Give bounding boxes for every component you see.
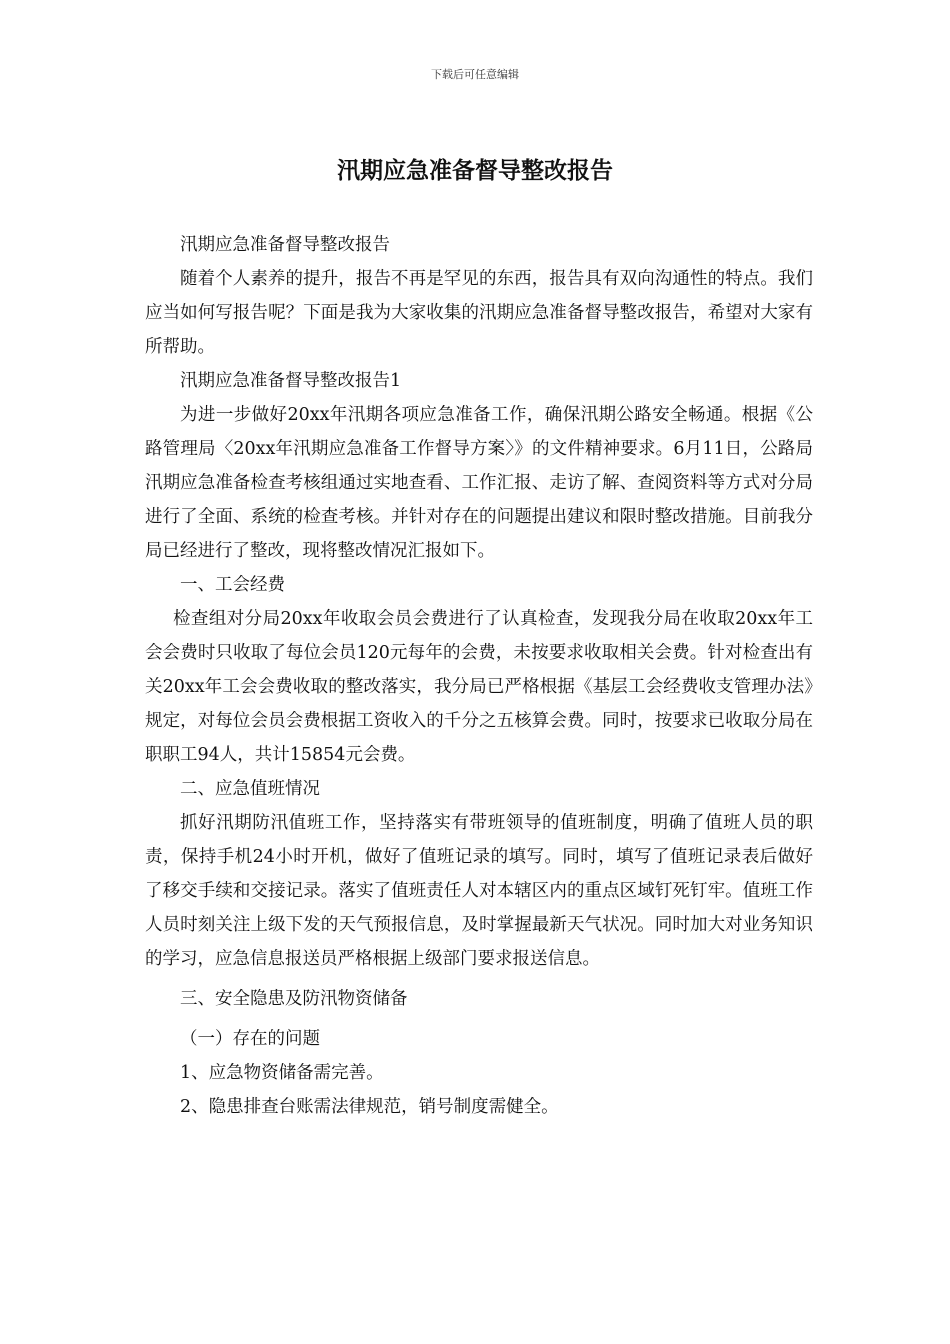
section-heading-union-fees: 一、工会经费 [180, 575, 285, 595]
paragraph-heading: 汛期应急准备督导整改报告 [180, 235, 390, 255]
document-title: 汛期应急准备督导整改报告 [337, 157, 613, 184]
section-heading-safety: 三、安全隐患及防汛物资储备 [180, 989, 408, 1009]
document-body [145, 228, 813, 1124]
paragraph-report-title: 汛期应急准备督导整改报告1 [180, 371, 402, 391]
paragraph-background: 为进一步做好20xx年汛期各项应急准备工作，确保汛期公路安全畅通。根据《公路管理局〈20xx年汛期应急准备工作督导方案〉》的文件精神要求。6月11日，公路局汛期应急准备检查考核组通过实地查看、工作汇报、走访了解、查阅资料等方式对分局进行了全面、系统的检查考核。并针对存在的问题提出建议和限时整改措施。目前我分局已经进行了整改，现将整改情况汇报如下。 [145, 405, 813, 561]
paragraph-duty: 抓好汛期防汛值班工作，坚持落实有带班领导的值班制度，明确了值班人员的职责，保持手机24小时开机，做好了值班记录的填写。同时，填写了值班记录表后做好了移交手续和交接记录。落实了值班责任人对本辖区内的重点区域钉死钉牢。值班工作人员时刻关注上级下发的天气预报信息，及时掌握最新天气状况。同时加大对业务知识的学习，应急信息报送员严格根据上级部门要求报送信息。 [145, 813, 813, 969]
paragraph-union-fees: 检查组对分局20xx年收取会员会费进行了认真检查，发现我分局在收取20xx年工会会费时只收取了每位会员120元每年的会费，未按要求收取相关会费。针对检查出有关20xx年工会会费收取的整改落实，我分局已严格根据《基层工会经费收支管理办法》规定，对每位会员会费根据工资收入的千分之五核算会费。同时，按要求已收取分局在职职工94人，共计15854元会费。 [145, 609, 813, 765]
subsection-heading-problems: （一）存在的问题 [180, 1029, 320, 1049]
list-item-2: 2、隐患排查台账需法律规范，销号制度需健全。 [180, 1097, 559, 1117]
section-heading-duty: 二、应急值班情况 [180, 779, 320, 799]
paragraph-intro: 随着个人素养的提升，报告不再是罕见的东西，报告具有双向沟通性的特点。我们应当如何写报告呢？下面是我为大家收集的汛期应急准备督导整改报告，希望对大家有所帮助。 [145, 269, 813, 357]
header-note: 下载后可任意编辑 [431, 68, 519, 81]
list-item-1: 1、应急物资储备需完善。 [180, 1063, 384, 1083]
